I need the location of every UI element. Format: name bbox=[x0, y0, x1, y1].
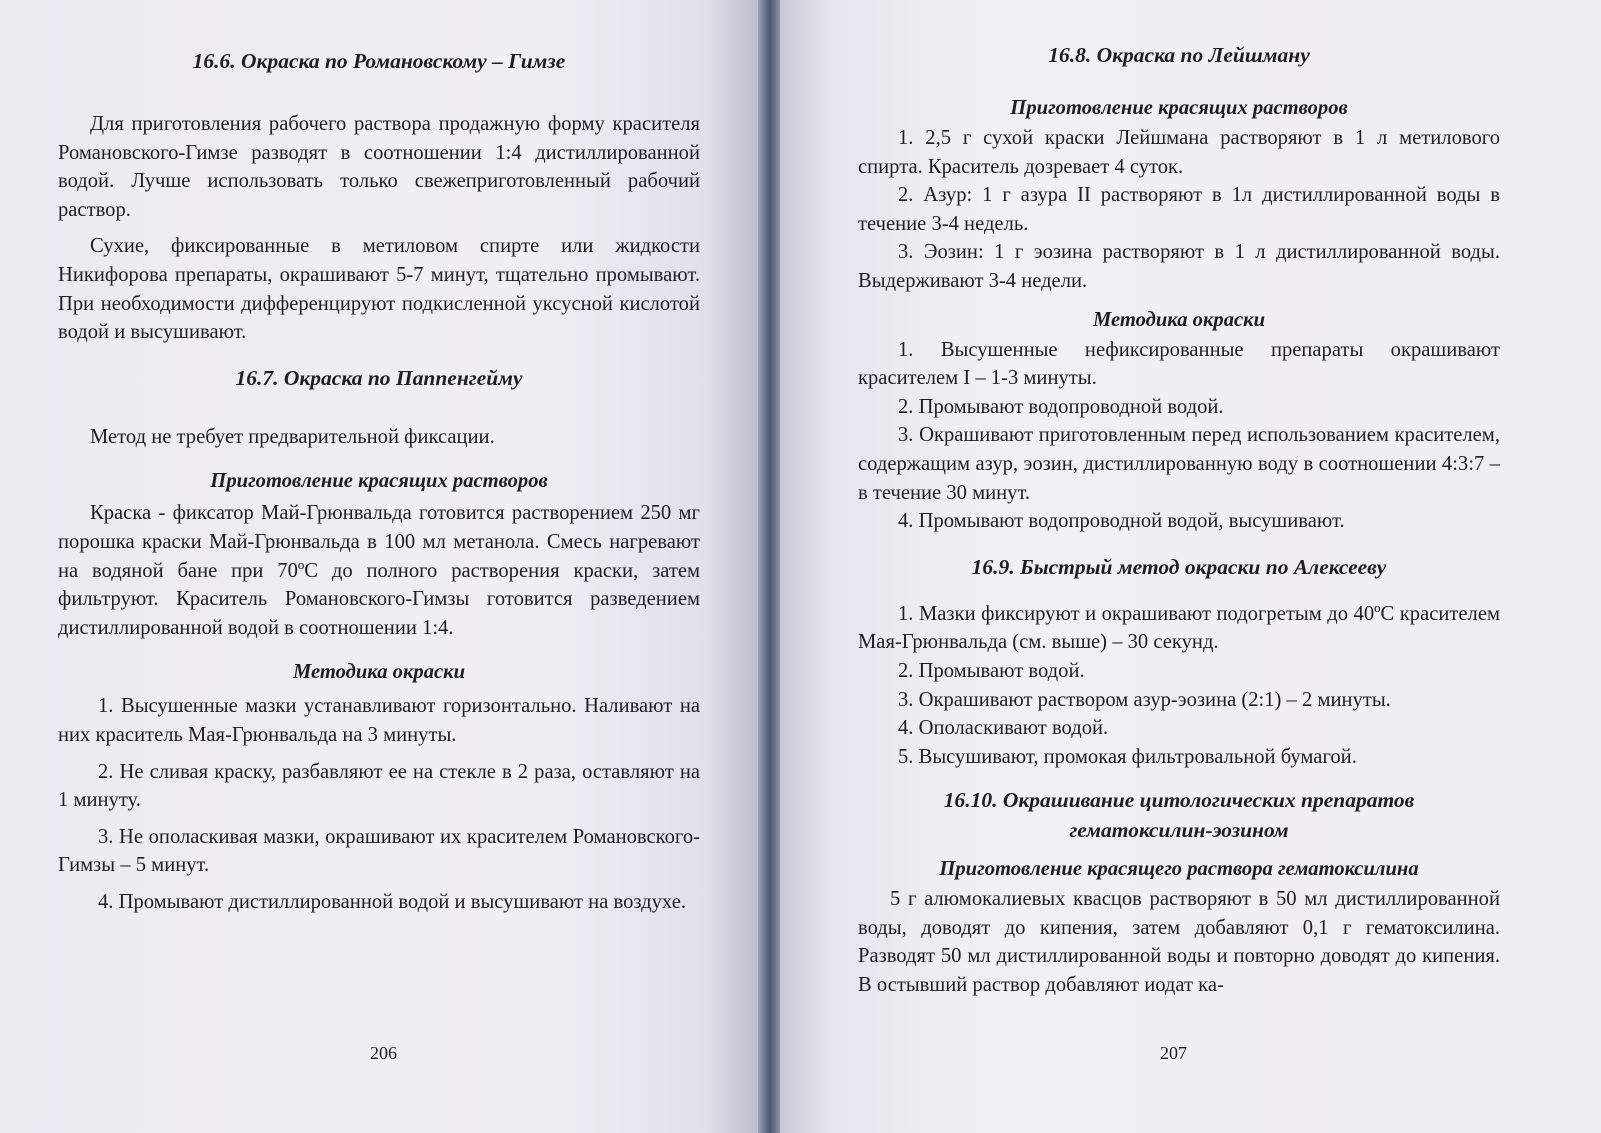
list-item: 4. Промывают дистиллированной водой и высушивают на воздухе. bbox=[98, 890, 686, 913]
right-page bbox=[780, 0, 1601, 1133]
paragraph: Сухие, фиксированные в метиловом спирте или жидкости Никифорова препараты, окрашивают 5-7 минут, тщательно промывают. При необходимости дифференцируют подкисленной уксусной кислотой водой и высушивают. bbox=[58, 235, 700, 344]
paragraph: 5 г алюмокалиевых квасцов растворяют в 50 мл дистиллированной воды, доводят до кипения, затем добавляют 0,1 г гематоксилина. Разводят 50 мл дистиллированной воды и повторно доводят до кипения. В остывший раствор добавляют иодат ка- bbox=[858, 888, 1500, 997]
heading-16-8: 16.8. Окраска по Лейшману bbox=[1048, 43, 1310, 67]
heading-16-7: 16.7. Окраска по Паппенгейму bbox=[235, 365, 523, 390]
list-item: 1. Мазки фиксируют и окрашивают подогретым до 40ºС красителем Мая-Грюнвальда (см. выше) – 30 секунд. bbox=[858, 602, 1500, 654]
heading-16-6: 16.6. Окраска по Романовскому – Гимзе bbox=[192, 49, 566, 73]
subheading-method: Методика окраски bbox=[1092, 308, 1266, 331]
subheading-method: Методика окраски bbox=[292, 661, 466, 684]
book-gutter bbox=[758, 0, 782, 1133]
list-item: 2. Промывают водопроводной водой. bbox=[898, 395, 1224, 418]
list-item: 4. Ополаскивают водой. bbox=[898, 717, 1109, 740]
list-item: 3. Не ополаскивая мазки, окрашивают их красителем Романовского-Гимзы – 5 минут. bbox=[58, 825, 700, 877]
subheading-hematoxylin: Приготовление красящего раствора гематоксилина bbox=[939, 858, 1419, 881]
left-page bbox=[0, 0, 760, 1133]
list-item: 2. Не сливая краску, разбавляют ее на стекле в 2 раза, оставляют на 1 минуту. bbox=[58, 760, 700, 812]
heading-16-10-line-1: 16.10. Окрашивание цитологических препаратов bbox=[943, 788, 1415, 813]
paragraph: Для приготовления рабочего раствора продажную форму красителя Романовского-Гимзе разводят в соотношении 1:4 дистиллированной водой. Лучше использовать только свежеприготовленный рабочий раствор. bbox=[58, 113, 700, 221]
right-page-content bbox=[858, 40, 1500, 1000]
list-item: 5. Высушивают, промокая фильтровальной бумагой. bbox=[898, 745, 1357, 768]
heading-16-9: 16.9. Быстрый метод окраски по Алексееву bbox=[971, 554, 1387, 579]
list-item: 3. Окрашивают приготовленным перед использованием красителем, содержащим азур, эозин, дистиллированную воду в соотношении 4:3:7 – в течение 30 минут. bbox=[858, 424, 1500, 504]
paragraph: Метод не требует предварительной фиксации. bbox=[90, 425, 495, 448]
page-number: 206 bbox=[370, 1043, 397, 1063]
left-page-content bbox=[58, 46, 700, 916]
list-item: 3. Окрашивают раствором азур-эозина (2:1) – 2 минуты. bbox=[898, 688, 1391, 711]
list-item: 2. Промывают водой. bbox=[898, 659, 1085, 682]
heading-16-10-line-2: гематоксилин-эозином bbox=[1069, 818, 1289, 843]
paragraph: Краска - фиксатор Май-Грюнвальда готовится растворением 250 мг порошка краски Май-Грюнвальда в 100 мл метанола. Смесь нагревают на водяной бане при 70ºС до полного растворения краски, затем фильтруют. Краситель Романовского-Гимзы готовится разведением дистиллированной водой в соотношении 1:4. bbox=[58, 502, 700, 639]
list-item: 4. Промывают водопроводной водой, высушивают. bbox=[898, 510, 1345, 533]
list-item: 1. 2,5 г сухой краски Лейшмана растворяют в 1 л метилового спирта. Краситель дозревает 4 суток. bbox=[858, 127, 1500, 178]
subheading-prep: Приготовление красящих растворов bbox=[210, 470, 548, 493]
subheading-prep: Приготовление красящих растворов bbox=[1010, 97, 1348, 119]
page-number: 207 bbox=[1160, 1043, 1187, 1063]
list-item: 2. Азур: 1 г азура II растворяют в 1л дистиллированной воды в течение 3-4 недель. bbox=[858, 184, 1500, 235]
list-item: 1. Высушенные нефиксированные препараты окрашивают красителем I – 1-3 минуты. bbox=[858, 338, 1500, 390]
list-item: 3. Эозин: 1 г эозина растворяют в 1 л дистиллированной воды. Выдерживают 3-4 недели. bbox=[858, 241, 1500, 292]
list-item: 1. Высушенные мазки устанавливают горизонтально. Наливают на них краситель Мая-Грюнвальда на 3 минуты. bbox=[58, 695, 700, 746]
